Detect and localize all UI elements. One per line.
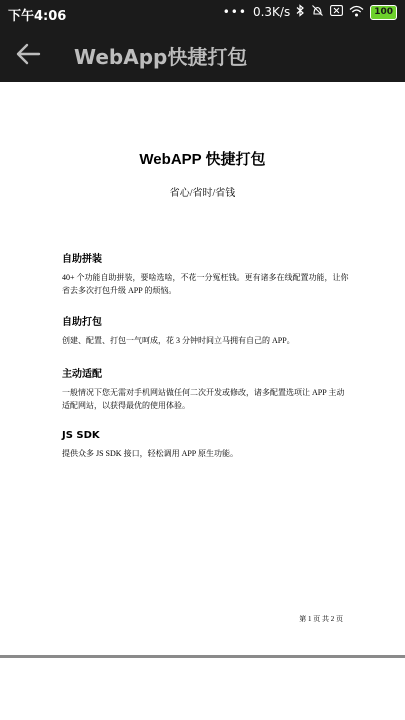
app-title: WebApp快捷打包	[74, 45, 248, 69]
back-button[interactable]	[10, 37, 46, 71]
bluetooth-icon	[296, 4, 305, 20]
sim-off-icon	[330, 5, 343, 19]
status-icons	[223, 4, 397, 20]
page-indicator: 第 1 页 共 2 页	[299, 615, 343, 623]
battery-icon: 100	[370, 5, 397, 20]
status-time: 下午4:06	[8, 9, 67, 24]
section-heading: 自助拼装	[62, 254, 102, 265]
section-body: 创建、配置、打包一气呵成，花 3 分钟时间立马拥有自己的 APP。	[62, 336, 295, 345]
section-self-assembly	[62, 250, 352, 297]
section-js-sdk	[62, 430, 352, 460]
section-body: 提供众多 JS SDK 接口，轻松调用 APP 原生功能。	[62, 449, 238, 458]
section-heading: JS SDK	[62, 430, 100, 441]
mute-icon	[311, 4, 324, 20]
section-heading: 主动适配	[62, 369, 102, 380]
status-bar	[0, 0, 405, 26]
section-body: 40+ 个功能自助拼装，要啥选啥，不花一分冤枉钱。更有诸多在线配置功能，让你省去多次打包升级 APP 的烦恼。	[62, 273, 349, 295]
document-subtitle: 省心/省时/省钱	[169, 188, 236, 199]
arrow-back-icon	[15, 43, 41, 65]
section-auto-adapt	[62, 365, 352, 412]
wifi-icon	[349, 5, 364, 20]
app-bar	[0, 26, 405, 82]
bottom-divider	[0, 655, 405, 658]
network-speed: 0.3K/s	[252, 5, 291, 19]
document-title: WebAPP 快捷打包	[139, 151, 266, 168]
document-page	[0, 82, 405, 655]
section-self-packaging	[62, 313, 352, 347]
section-heading: 自助打包	[62, 317, 102, 328]
notification-dots-icon: •••	[222, 5, 247, 19]
section-body: 一般情况下您无需对手机网站做任何二次开发或修改，诸多配置选项让 APP 主动适配网站，以获得最优的使用体验。	[62, 388, 345, 410]
